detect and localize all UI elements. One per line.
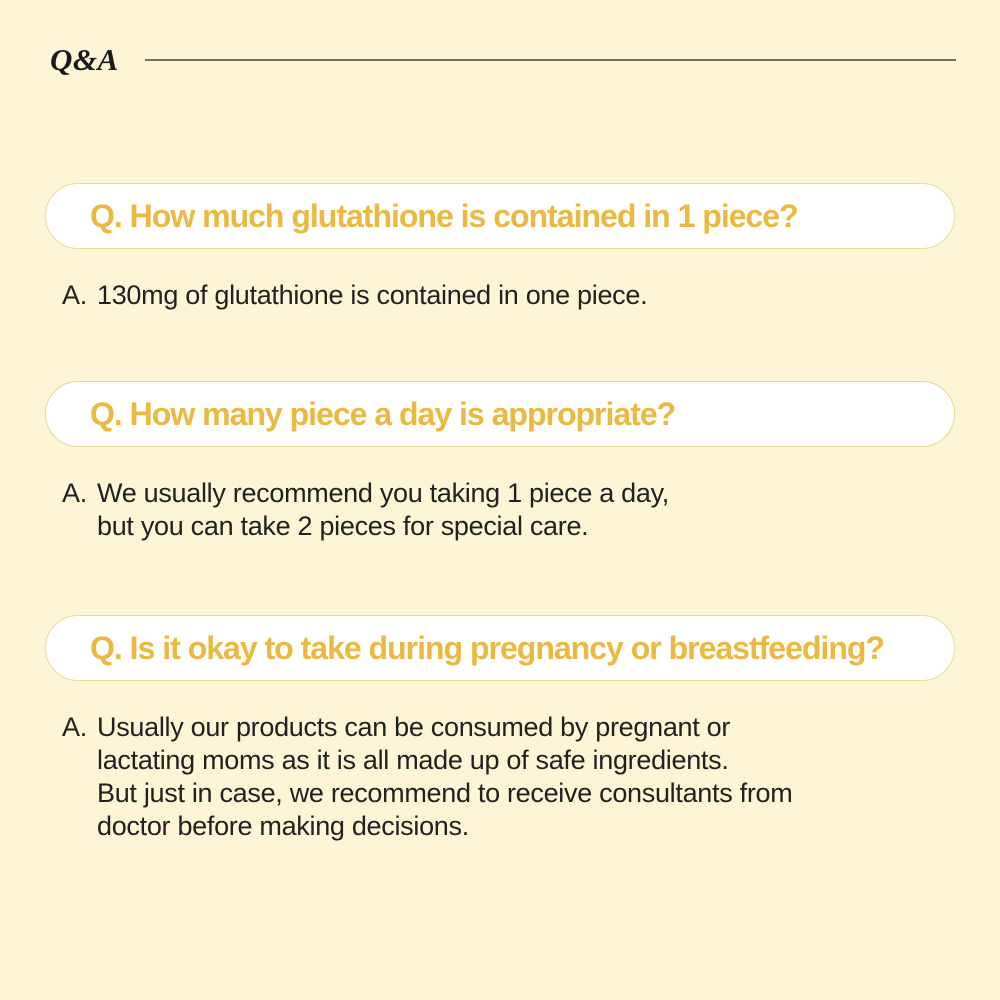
question-text-3: Q. Is it okay to take during pregnancy or breastfeeding?: [90, 629, 884, 666]
qa-item-2: [45, 381, 955, 543]
answer-3: [62, 711, 955, 843]
answer-2: [62, 477, 955, 543]
answer-line: but you can take 2 pieces for special care.: [97, 511, 589, 541]
header: [0, 0, 1000, 78]
header-rule: [145, 59, 956, 61]
answer-text-1: [97, 279, 955, 312]
question-text-1: Q. How much glutathione is contained in 1 piece?: [90, 197, 798, 234]
question-pill-1: [45, 183, 955, 249]
answer-line: But just in case, we recommend to receive consultants from: [97, 778, 793, 808]
answer-line: Usually our products can be consumed by pregnant or: [97, 712, 731, 742]
question-pill-2: [45, 381, 955, 447]
page-title: Q&A: [50, 42, 119, 77]
answer-line: lactating moms as it is all made up of safe ingredients.: [97, 745, 729, 775]
qa-item-1: [45, 183, 955, 312]
answer-1: [62, 279, 955, 312]
answer-prefix-1: A.: [62, 280, 87, 310]
question-text-2: Q. How many piece a day is appropriate?: [90, 395, 676, 432]
answer-line: doctor before making decisions.: [97, 811, 469, 841]
answer-prefix-3: A.: [62, 712, 87, 742]
answer-line: We usually recommend you taking 1 piece a day,: [97, 478, 670, 508]
answer-text-2: [97, 477, 955, 543]
answer-text-3: [97, 711, 955, 843]
answer-line: 130mg of glutathione is contained in one piece.: [97, 280, 648, 310]
answer-prefix-2: A.: [62, 478, 87, 508]
question-pill-3: [45, 615, 955, 681]
qa-item-3: [45, 615, 955, 843]
